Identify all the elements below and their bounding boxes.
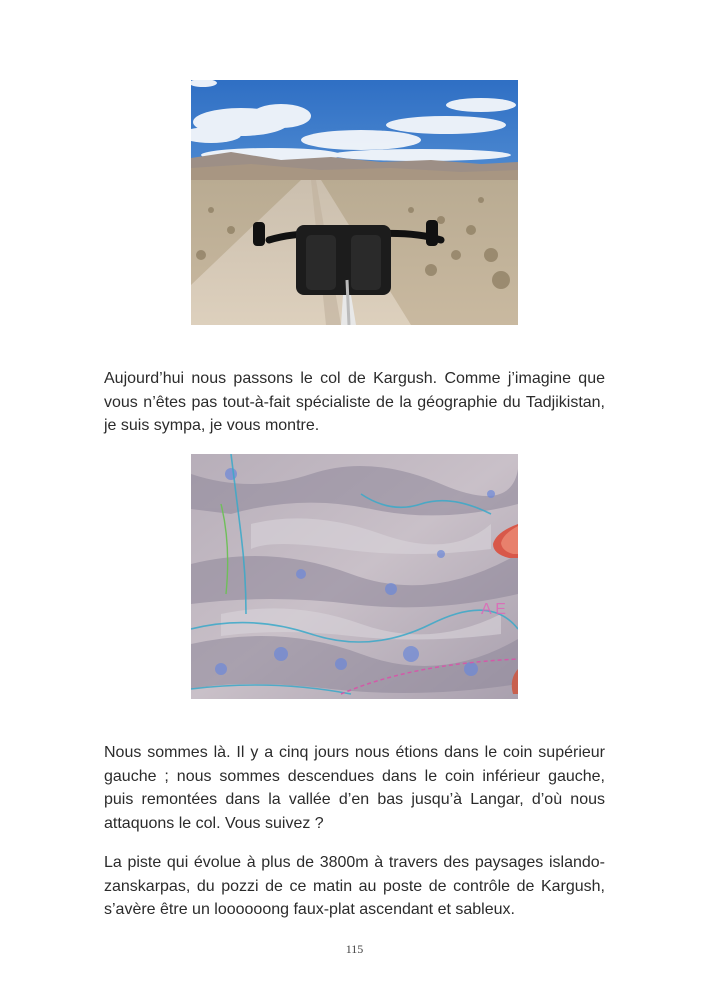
paragraph-intro: Aujourd’hui nous passons le col de Kargush. Comme j’imagine que vous n’êtes pas tout-à-fait spécialiste de la géographie du Tadjikistan, je suis sympa, je vous montre. [104, 370, 605, 434]
tajikistan-map-photo [191, 454, 518, 699]
paragraph-track: La piste qui évolue à plus de 3800m à travers des paysages islando-zanskarpas, du pozzi de ce matin au poste de contrôle de Kargush, s’avère être un loooooong faux-plat ascendant et sableux. [104, 854, 605, 918]
page-number: 115 [345, 942, 364, 956]
road-handlebar-photo [191, 80, 518, 325]
svg-text:A E: A E [481, 601, 506, 618]
map-image [191, 454, 518, 699]
road-handlebar-image [191, 80, 518, 325]
paragraph-map-explanation: Nous sommes là. Il y a cinq jours nous étions dans le coin supérieur gauche ; nous sommes descendues dans le coin inférieur gauche, puis remontées dans la vallée d’en bas jusqu’à Langar, d’où nous attaquons le col. Vous suivez ? [104, 744, 605, 832]
